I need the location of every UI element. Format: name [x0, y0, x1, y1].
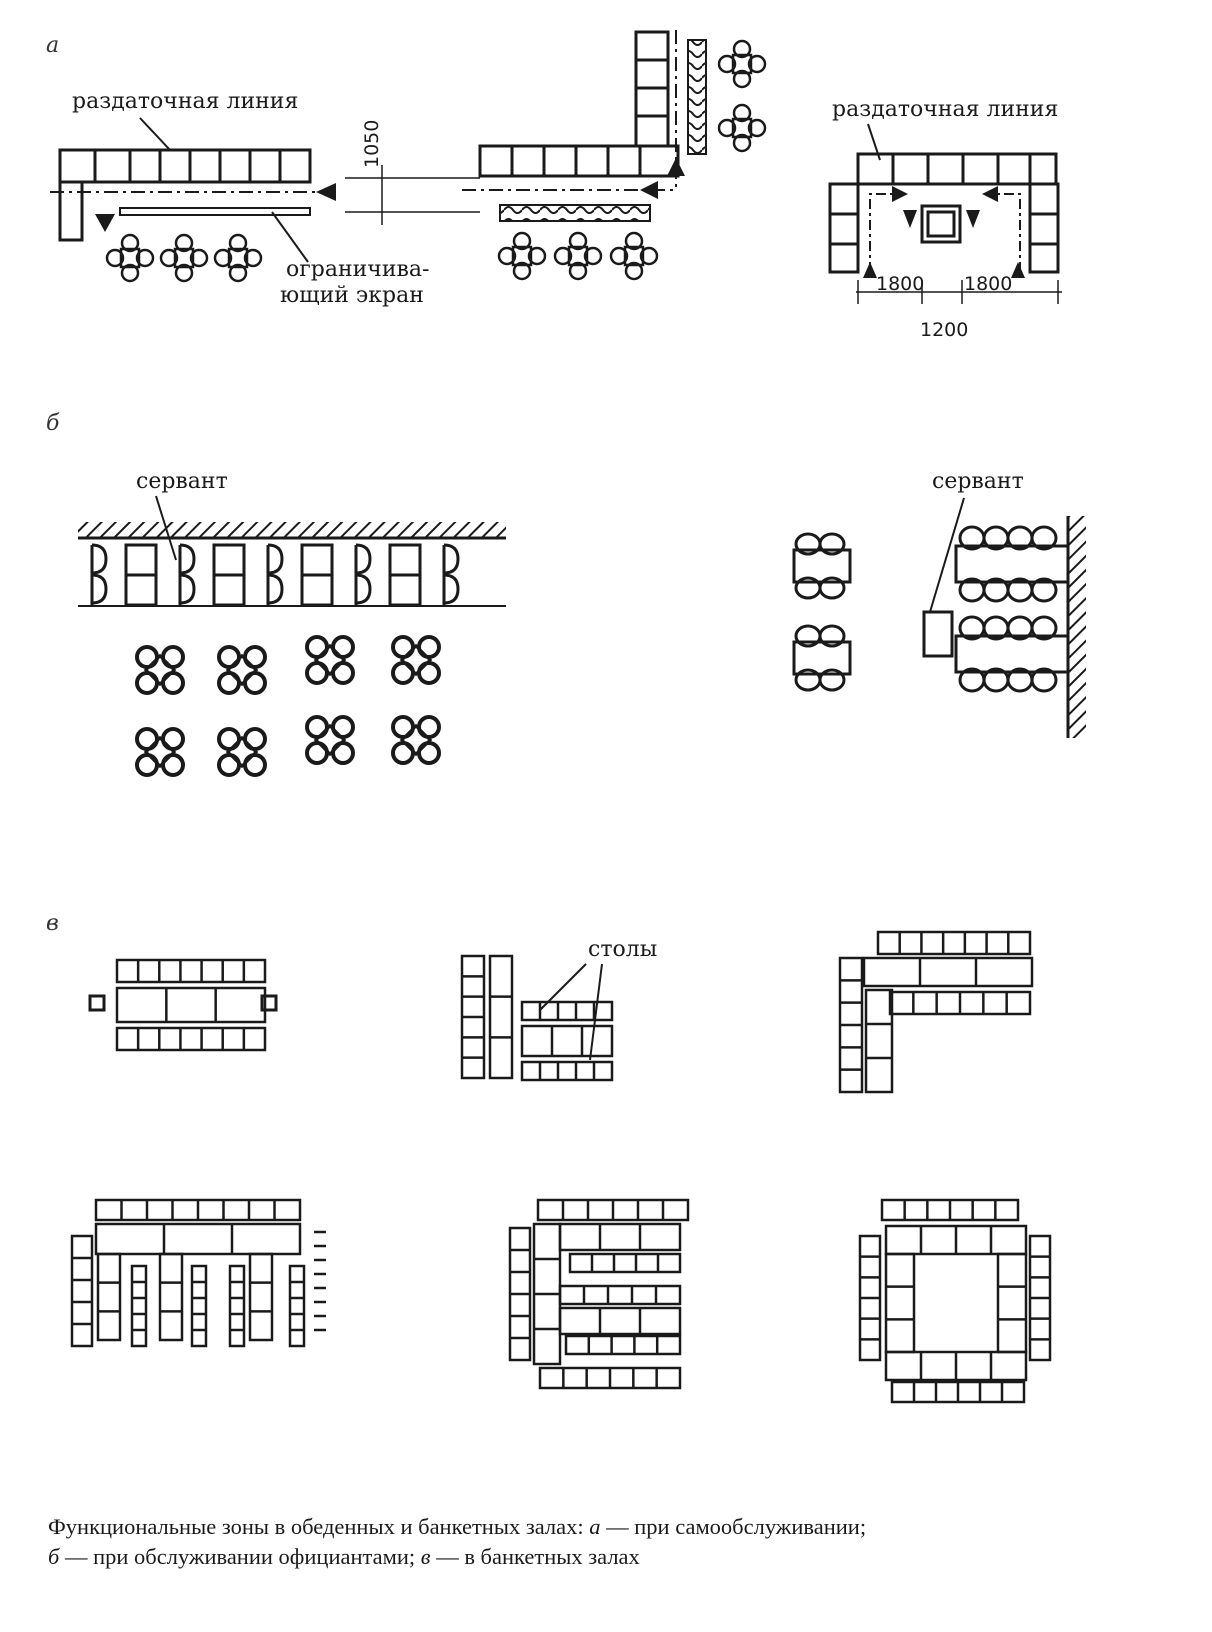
chair — [393, 743, 413, 763]
table-top — [146, 656, 174, 684]
chair — [419, 743, 439, 763]
chair-row — [132, 1266, 146, 1346]
row-outline — [566, 1336, 680, 1354]
flow-arrow — [903, 210, 917, 228]
table-4-seat — [215, 235, 261, 281]
table-top — [794, 642, 850, 674]
banquet-table — [886, 1226, 1026, 1254]
chair — [219, 729, 239, 749]
chair — [333, 637, 353, 657]
banquet-table — [522, 1026, 612, 1056]
row-outline — [570, 1254, 680, 1272]
flow-arrow — [95, 214, 115, 232]
chair — [356, 545, 370, 603]
chair — [245, 755, 265, 775]
booth-seat — [268, 545, 282, 605]
chair-row — [566, 1336, 680, 1354]
table-top — [956, 636, 1068, 672]
chair — [419, 717, 439, 737]
chair-row — [860, 1236, 880, 1360]
chair — [307, 743, 327, 763]
sideboard-label-left: сервант — [136, 469, 228, 494]
screen-label-line2: ющий экран — [280, 283, 424, 308]
chair — [444, 545, 458, 603]
table-4-seat — [719, 41, 765, 87]
chair — [163, 673, 183, 693]
flow-arrow — [892, 186, 908, 202]
booth-seat — [444, 545, 458, 605]
table-top — [316, 726, 344, 754]
chair-row — [892, 1382, 1024, 1402]
serving-counter-u — [830, 154, 1058, 272]
caption-text: Функциональные зоны в обеденных и банкетных залах: — [48, 1514, 590, 1539]
row-outline — [192, 1266, 206, 1346]
chair — [163, 647, 183, 667]
table-4-seat — [499, 233, 545, 279]
leader-line — [590, 964, 602, 1060]
banquet-table — [160, 1254, 182, 1340]
sideboard-right — [924, 612, 952, 656]
row-outline — [886, 1254, 914, 1352]
booth-seat — [92, 545, 106, 605]
dim-1800-left: 1800 — [876, 273, 925, 295]
chair — [137, 755, 157, 775]
dim-1050: 1050 — [361, 119, 383, 168]
chair-row — [117, 1028, 265, 1050]
chair — [219, 673, 239, 693]
chair-row — [522, 1002, 612, 1020]
dim-1200: 1200 — [920, 319, 969, 341]
row-outline — [490, 956, 512, 1078]
chair — [137, 729, 157, 749]
chair — [137, 673, 157, 693]
table-4-seat — [307, 717, 353, 763]
wall-hatched — [1068, 516, 1086, 738]
table-top — [146, 738, 174, 766]
flow-arrow — [982, 186, 998, 202]
banquet-table — [886, 1254, 914, 1352]
row-outline — [560, 1224, 680, 1250]
chair — [393, 717, 413, 737]
chair — [163, 729, 183, 749]
banquet-table — [998, 1254, 1026, 1352]
panel-a-letter: а — [46, 33, 60, 58]
row-outline — [117, 988, 265, 1022]
table-4-seat — [555, 233, 601, 279]
row-outline — [132, 1266, 146, 1346]
banquet-table — [866, 990, 892, 1092]
chair — [333, 663, 353, 683]
row-outline — [230, 1266, 244, 1346]
banquet-table — [534, 1224, 560, 1364]
serving-counter-middle — [480, 32, 678, 176]
chair-row — [96, 1200, 300, 1220]
leader-line — [272, 212, 308, 262]
table-top — [316, 646, 344, 674]
caption-letter-b: б — [48, 1544, 60, 1569]
banquet-table — [96, 1224, 300, 1254]
table-top — [794, 550, 850, 582]
chair — [419, 637, 439, 657]
row-outline — [866, 990, 892, 1092]
chair-row — [560, 1286, 680, 1304]
chair — [245, 673, 265, 693]
booth-seat — [214, 545, 244, 605]
table-4-seat — [794, 534, 850, 598]
banquet-table — [98, 1254, 120, 1340]
banquet-table — [117, 988, 265, 1022]
chair — [245, 729, 265, 749]
leader-line — [140, 118, 170, 150]
chair — [137, 647, 157, 667]
chair-row — [840, 958, 862, 1092]
row-outline — [998, 1254, 1026, 1352]
chair-row — [882, 1200, 1018, 1220]
booth-seat — [302, 545, 332, 605]
chair — [268, 545, 282, 603]
table-top — [402, 646, 430, 674]
panel-a — [46, 30, 1062, 341]
table-4-seat — [393, 637, 439, 683]
table-4-seat — [307, 637, 353, 683]
row-outline — [522, 1002, 612, 1020]
chair-row — [570, 1254, 680, 1272]
flow-arrow — [640, 181, 658, 199]
chair-row — [522, 1062, 612, 1080]
table-4-seat — [719, 105, 765, 151]
chair-row — [230, 1266, 244, 1346]
flow-arrow — [966, 210, 980, 228]
table-4-seat — [219, 647, 265, 693]
serving-line-label-left: раздаточная линия — [72, 89, 299, 114]
panel-b-letter: б — [46, 411, 60, 436]
chair-row — [192, 1266, 206, 1346]
flow-arrow — [667, 158, 685, 176]
dim-1800-right: 1800 — [964, 273, 1013, 295]
panel-c — [46, 911, 1050, 1402]
row-outline — [160, 1254, 182, 1340]
row-outline — [250, 1254, 272, 1340]
limiting-screen — [120, 208, 310, 215]
flow-arrow — [1011, 262, 1025, 278]
chair-row — [890, 992, 1030, 1014]
chair-row — [117, 960, 265, 982]
banquet-table — [886, 1352, 1026, 1380]
caption-text: — при самообслуживании; — [600, 1514, 867, 1539]
leader-line — [930, 498, 964, 612]
row-outline — [864, 958, 1032, 986]
flow-arrow — [316, 183, 336, 201]
row-outline — [96, 1224, 300, 1254]
row-outline — [522, 1026, 612, 1056]
chair-row — [540, 1368, 680, 1388]
booth-seat — [356, 545, 370, 605]
table-6-seat — [956, 527, 1068, 601]
table-4-seat — [161, 235, 207, 281]
flow-arrow — [863, 262, 877, 278]
serving-line-label-right: раздаточная линия — [832, 97, 1059, 122]
banquet-table — [560, 1308, 680, 1334]
serving-counter-left — [60, 150, 310, 240]
row-outline — [560, 1308, 680, 1334]
table-4-seat — [137, 647, 183, 693]
table-4-seat — [611, 233, 657, 279]
chair — [219, 647, 239, 667]
caption-letter-a: а — [589, 1514, 601, 1539]
banquet-table — [490, 956, 512, 1078]
row-outline — [522, 1062, 612, 1080]
flow-path — [990, 194, 1020, 272]
chair — [180, 545, 194, 603]
caption-text: — в банкетных залах — [430, 1544, 640, 1569]
flow-path — [870, 194, 900, 272]
chair-row — [462, 956, 484, 1078]
chair — [307, 717, 327, 737]
row-outline — [98, 1254, 120, 1340]
row-outline — [560, 1286, 680, 1304]
chair-row — [72, 1236, 92, 1346]
banquet-table — [864, 958, 1032, 986]
tables-label: столы — [588, 937, 658, 962]
chair — [307, 663, 327, 683]
chair — [333, 717, 353, 737]
booth-seat — [126, 545, 156, 605]
row-outline — [290, 1266, 304, 1346]
panel-b — [46, 411, 1086, 775]
chair — [163, 755, 183, 775]
caption-letter-c: в — [420, 1544, 431, 1569]
chair-row — [1030, 1236, 1050, 1360]
wall-hatched — [78, 522, 506, 538]
chair — [393, 663, 413, 683]
table-4-seat — [794, 626, 850, 690]
chair — [307, 637, 327, 657]
end-chair — [90, 996, 104, 1010]
table-top — [228, 656, 256, 684]
figure-caption — [48, 1512, 1168, 1572]
chair — [245, 647, 265, 667]
table-6-seat — [956, 617, 1068, 691]
table-4-seat — [137, 729, 183, 775]
table-top — [956, 546, 1068, 582]
chair — [393, 637, 413, 657]
table-4-seat — [107, 235, 153, 281]
chair-row — [538, 1200, 688, 1220]
table-4-seat — [393, 717, 439, 763]
caption-text: — при обслуживании официантами; — [59, 1544, 421, 1569]
limiting-screen — [500, 205, 650, 221]
chair — [92, 545, 106, 603]
limiting-screen — [688, 40, 706, 154]
row-outline — [72, 1236, 92, 1346]
table-4-seat — [219, 729, 265, 775]
screen-label-line1: ограничива- — [286, 257, 430, 282]
chair-row — [510, 1228, 530, 1360]
chair-row — [878, 932, 1030, 954]
panel-c-letter: в — [46, 911, 59, 936]
table-top — [402, 726, 430, 754]
booth-seat — [180, 545, 194, 605]
banquet-table — [250, 1254, 272, 1340]
chair — [333, 743, 353, 763]
table-top — [228, 738, 256, 766]
chair — [419, 663, 439, 683]
chair — [219, 755, 239, 775]
booth-seat — [390, 545, 420, 605]
banquet-table — [560, 1224, 680, 1250]
sideboard-label-right: сервант — [932, 469, 1024, 494]
chair-row — [290, 1266, 304, 1346]
